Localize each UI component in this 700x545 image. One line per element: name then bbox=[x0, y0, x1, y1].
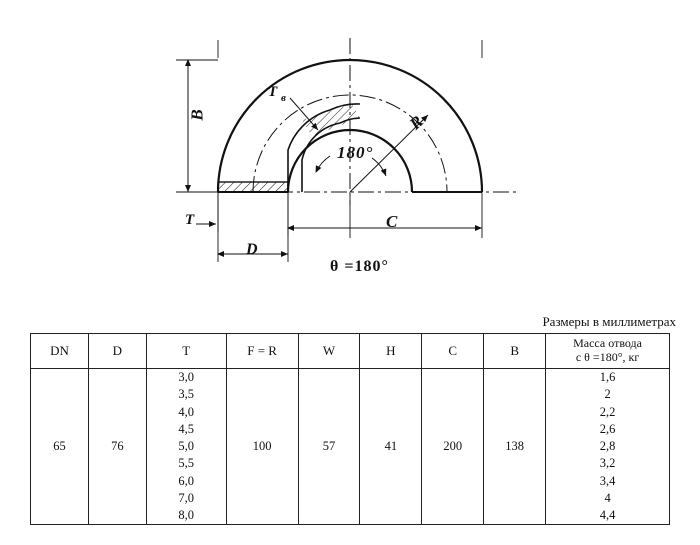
cell-w: 57 bbox=[298, 369, 360, 525]
dimensions-table bbox=[30, 333, 670, 525]
label-R: R bbox=[405, 111, 427, 134]
label-theta-caption: θ =180° bbox=[330, 258, 389, 275]
t-value: 5,0 bbox=[178, 439, 195, 453]
mass-header-line-2: с θ =180°, кг bbox=[575, 350, 640, 364]
dimension-C bbox=[288, 192, 482, 236]
label-T-left: T bbox=[185, 212, 195, 228]
col-header-d: D bbox=[88, 334, 146, 369]
mass-value: 3,4 bbox=[599, 473, 616, 488]
col-header-h: H bbox=[360, 334, 422, 369]
t-value: 4,0 bbox=[178, 404, 195, 419]
col-header-c: C bbox=[422, 334, 484, 369]
mass-value: 4,4 bbox=[599, 508, 616, 522]
t-value: 8,0 bbox=[178, 508, 195, 522]
cell-mass-values bbox=[546, 369, 670, 525]
col-header-dn: DN bbox=[31, 334, 89, 369]
t-value: 4,5 bbox=[178, 421, 195, 436]
mass-value: 2,6 bbox=[599, 421, 616, 436]
t-value: 7,0 bbox=[178, 490, 195, 505]
t-value-list bbox=[147, 369, 226, 524]
mass-value: 2,8 bbox=[599, 439, 616, 453]
label-angle-180: 180° bbox=[337, 143, 374, 162]
label-T-wall: T bbox=[268, 84, 278, 100]
center-lines bbox=[196, 38, 520, 205]
t-value: 5,5 bbox=[178, 456, 195, 471]
cell-d: 76 bbox=[88, 369, 146, 525]
table-header-row bbox=[31, 334, 670, 369]
col-header-b: B bbox=[484, 334, 546, 369]
cell-t-values bbox=[146, 369, 226, 525]
table-row bbox=[31, 369, 670, 525]
extension-lines bbox=[176, 40, 482, 262]
label-B: B bbox=[187, 109, 207, 121]
col-header-t: T bbox=[146, 334, 226, 369]
mass-value: 2 bbox=[604, 387, 611, 402]
t-value: 3,0 bbox=[178, 370, 195, 384]
label-D: D bbox=[246, 241, 258, 258]
col-header-mass bbox=[546, 334, 670, 369]
cell-dn: 65 bbox=[31, 369, 89, 525]
t-value: 6,0 bbox=[178, 473, 195, 488]
t-value: 3,5 bbox=[178, 387, 195, 402]
mass-value: 3,2 bbox=[599, 456, 616, 471]
cell-f-r: 100 bbox=[226, 369, 298, 525]
label-C: C bbox=[386, 212, 398, 231]
cell-h: 41 bbox=[360, 369, 422, 525]
mass-value: 1,6 bbox=[599, 370, 616, 384]
mass-header-line-1: Масса отвода bbox=[573, 336, 642, 351]
mass-value-list bbox=[546, 369, 669, 524]
units-note: Размеры в миллиметрах bbox=[542, 314, 676, 329]
mass-value: 4 bbox=[604, 490, 611, 505]
col-header-w: W bbox=[298, 334, 360, 369]
mass-value: 2,2 bbox=[599, 404, 616, 419]
cell-c: 200 bbox=[422, 369, 484, 525]
dimension-T bbox=[196, 192, 218, 232]
col-header-f-r: F = R bbox=[226, 334, 298, 369]
cell-b: 138 bbox=[484, 369, 546, 525]
label-T-wall-subscript: в bbox=[281, 92, 286, 104]
